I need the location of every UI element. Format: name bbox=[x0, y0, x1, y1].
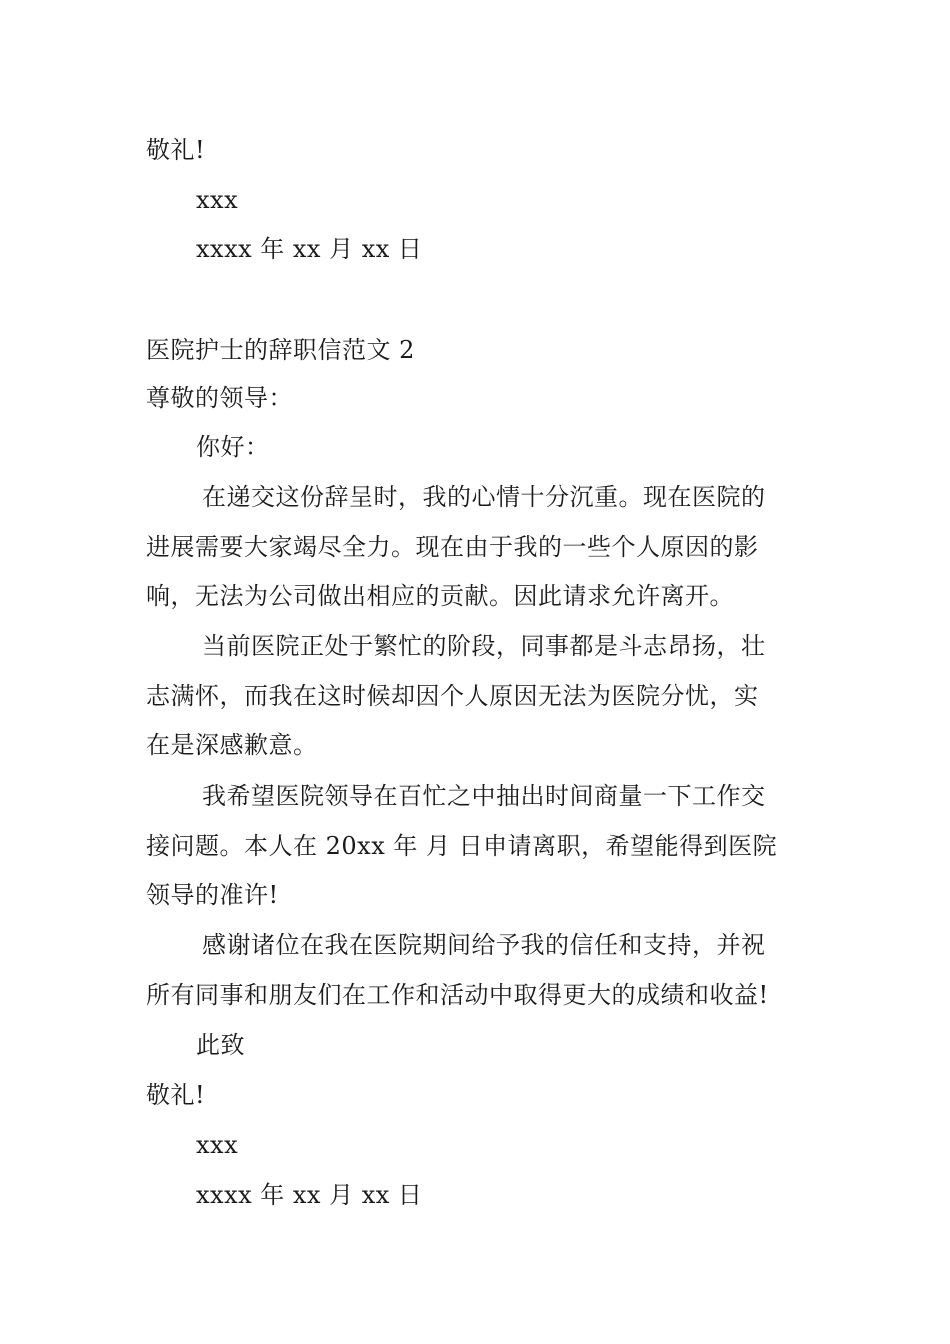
paragraph-3-line-3: 领导的准许! bbox=[146, 881, 279, 909]
paragraph-3-line-1: 我希望医院领导在百忙之中抽出时间商量一下工作交 bbox=[202, 782, 766, 810]
paragraph-2-line-1: 当前医院正处于繁忙的阶段，同事都是斗志昂扬，壮 bbox=[202, 632, 766, 660]
salutation-1: 敬礼! bbox=[146, 136, 206, 164]
signer-2: xxx bbox=[196, 1131, 239, 1159]
letter-title: 医院护士的辞职信范文 2 bbox=[146, 336, 415, 364]
paragraph-4-line-1: 感谢诸位在我在医院期间给予我的信任和支持，并祝 bbox=[202, 931, 766, 959]
date-1: xxxx 年 xx 月 xx 日 bbox=[196, 235, 423, 263]
paragraph-3-line-2: 接问题。本人在 20xx 年 月 日申请离职，希望能得到医院 bbox=[146, 832, 778, 860]
addressee: 尊敬的领导： bbox=[146, 384, 293, 412]
greeting: 你好： bbox=[196, 433, 270, 461]
paragraph-1-line-3: 响，无法为公司做出相应的贡献。因此请求允许离开。 bbox=[146, 582, 734, 610]
paragraph-1-line-2: 进展需要大家竭尽全力。现在由于我的一些个人原因的影 bbox=[146, 533, 759, 561]
paragraph-4-line-2: 所有同事和朋友们在工作和活动中取得更大的成绩和收益! bbox=[146, 981, 769, 1009]
paragraph-1-line-1: 在递交这份辞呈时，我的心情十分沉重。现在医院的 bbox=[202, 483, 766, 511]
closing-phrase: 此致 bbox=[196, 1031, 245, 1059]
date-2: xxxx 年 xx 月 xx 日 bbox=[196, 1181, 423, 1209]
paragraph-2-line-2: 志满怀，而我在这时候却因个人原因无法为医院分忧，实 bbox=[146, 682, 759, 710]
signer-1: xxx bbox=[196, 186, 239, 214]
paragraph-2-line-3: 在是深感歉意。 bbox=[146, 731, 318, 759]
salutation-2: 敬礼! bbox=[146, 1081, 206, 1109]
